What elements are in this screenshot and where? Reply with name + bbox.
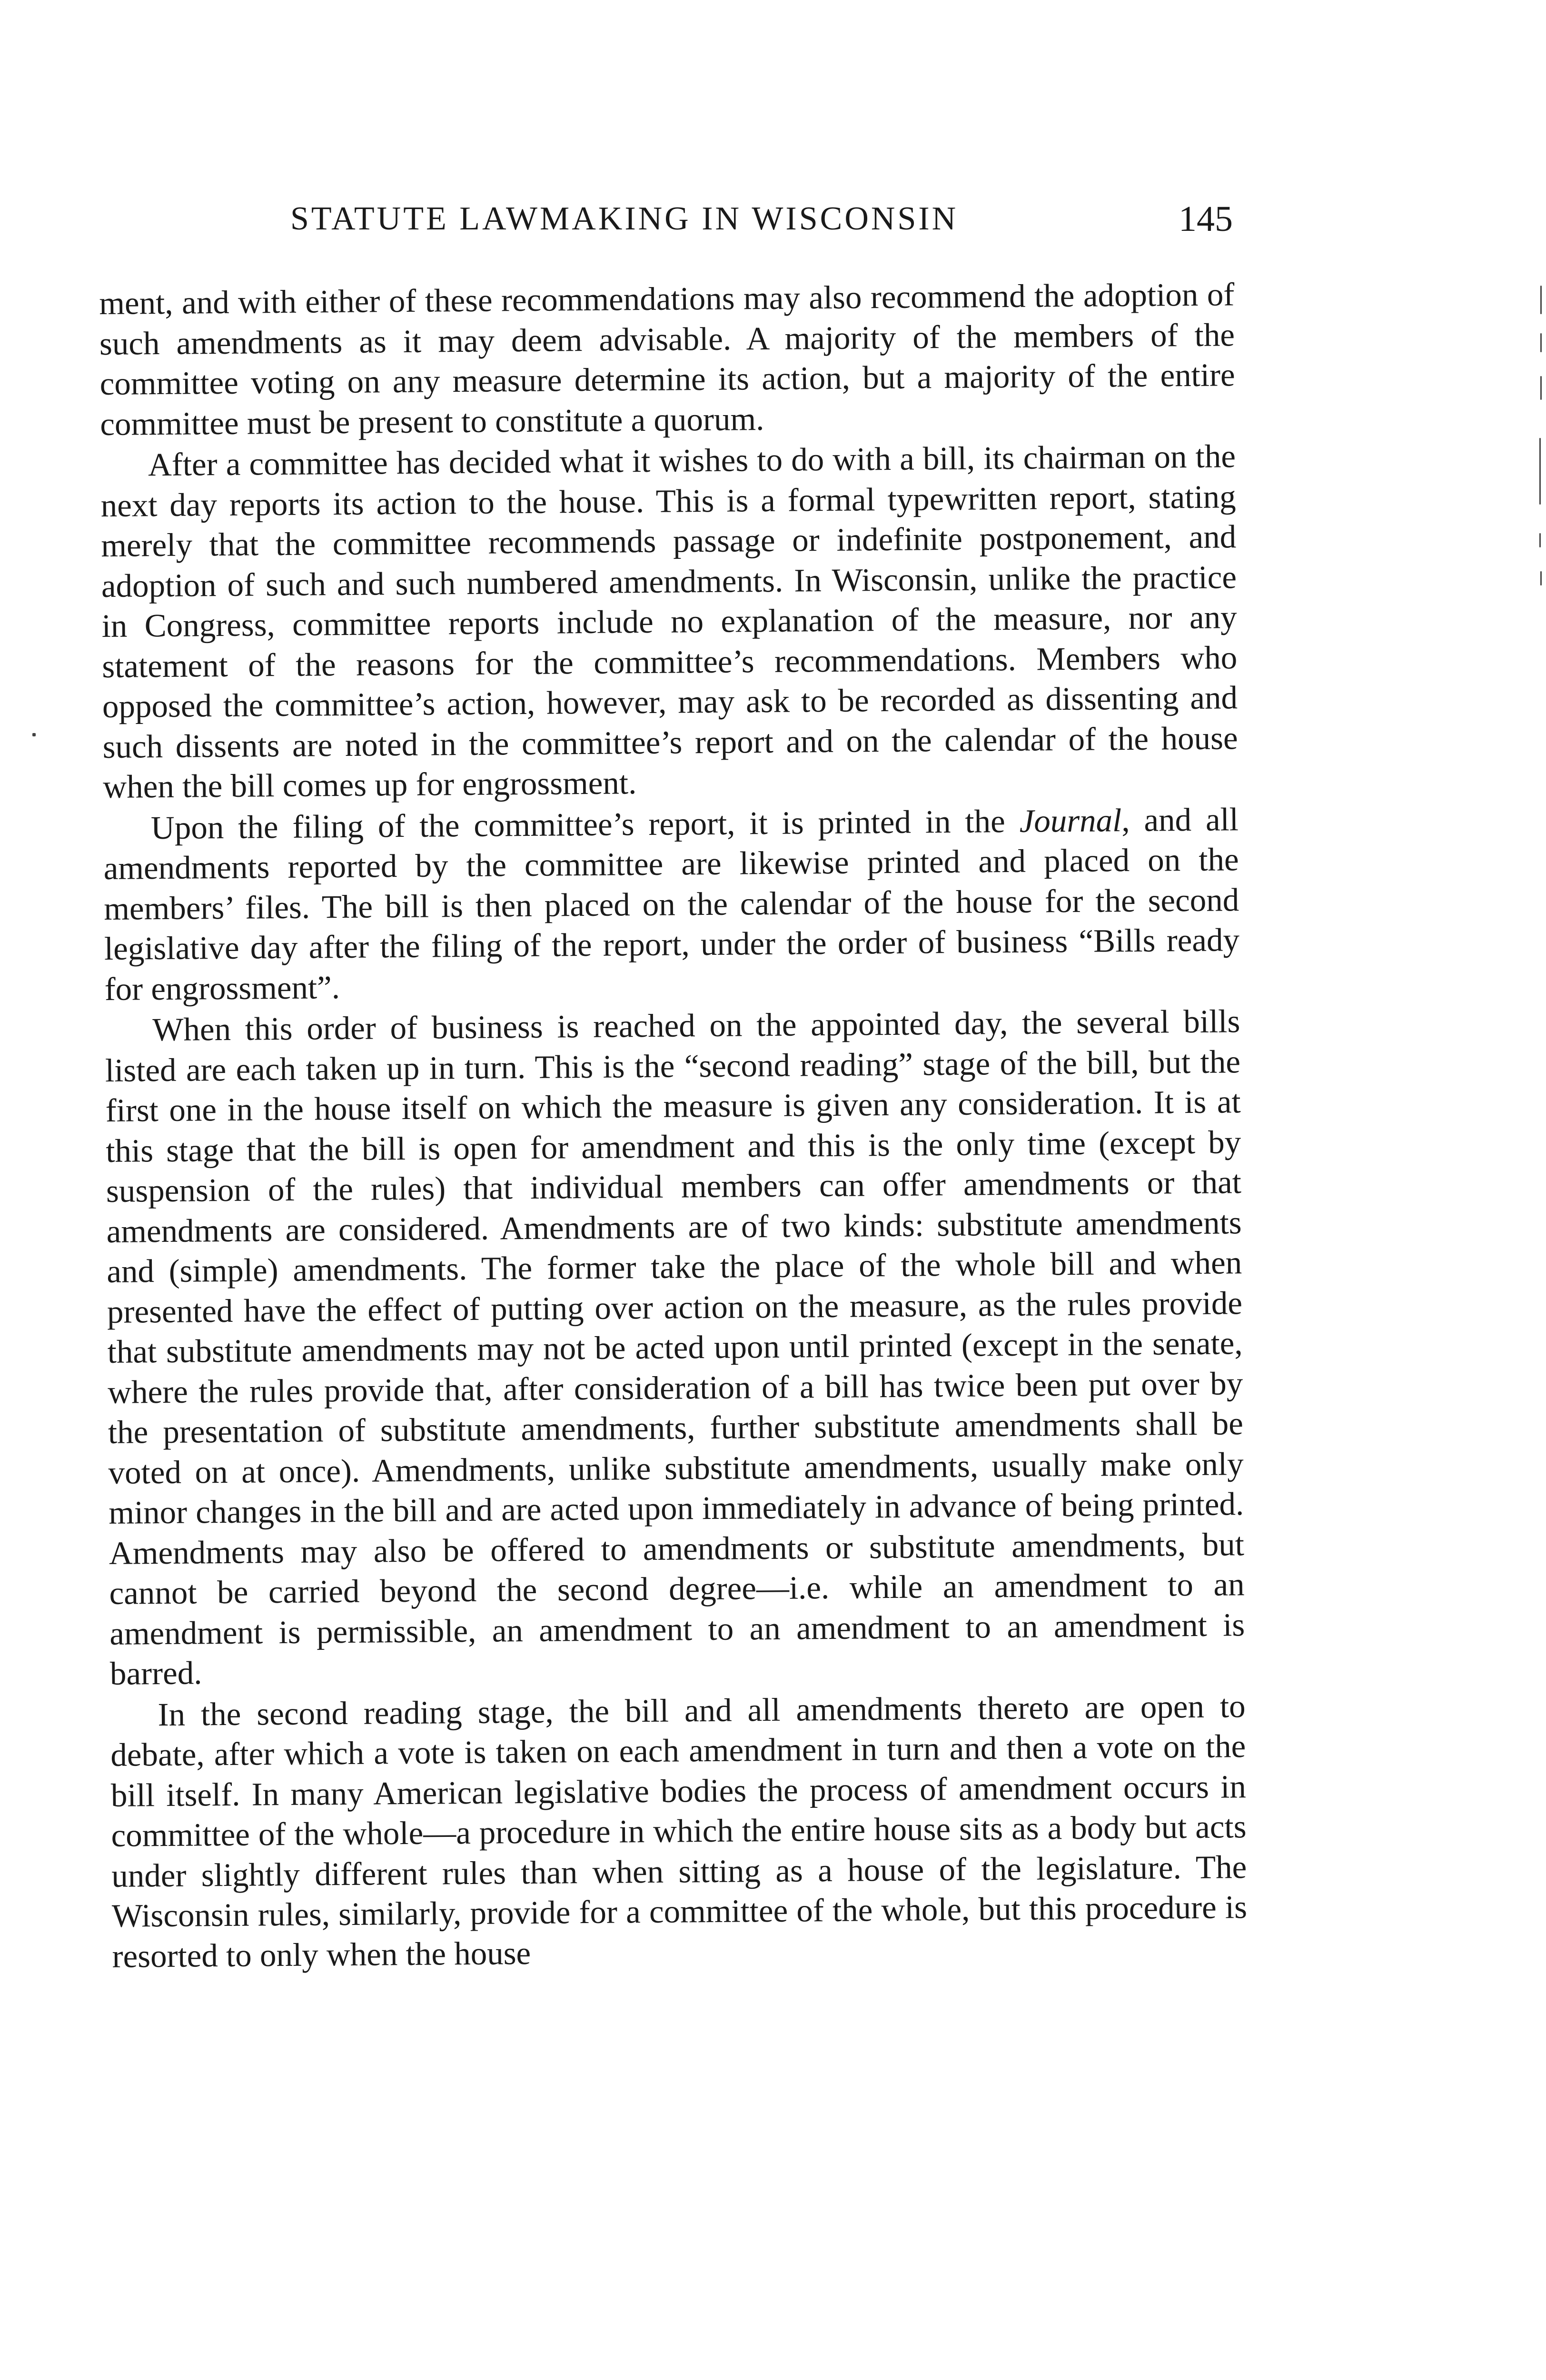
margin-tick-3: [1540, 376, 1542, 400]
paragraph-debate: In the second reading stage, the bill and all amendments thereto are open to debate, after which a vote is taken on each amendment in turn and then a vote on the bill itself. In many American legislative bodies the process of amendment occurs in committee of the whole—a procedure in which the entire house sits as a body but acts under slightly different rules than when sitting as a house of the legislature. The Wisconsin rules, similarly, provide for a committee of the whole, but this procedure is resorted to only when the house: [110, 1687, 1248, 1974]
margin-tick-2: [1540, 333, 1542, 352]
paragraph-journal-filing: [103, 799, 1240, 1009]
journal-italic: Journal: [1019, 802, 1122, 839]
margin-tick-5: [1539, 533, 1541, 547]
margin-tick-6: [1540, 571, 1542, 585]
margin-speck: [32, 733, 36, 736]
paragraph-continuation: ment, and with either of these recommendations may also recommend the adoption of such amendments as it may deem advisable. A majority of the members of the committee voting on any measure determine its action, but a majority of the entire committee must be present to constitute a quorum.: [99, 276, 1235, 442]
running-head: [100, 193, 1233, 245]
paragraph-second-reading: When this order of business is reached on the appointed day, the several bills listed are each taken up in turn. This is the “second reading” stage of the bill, but the first one in the house itself on which the measure is given any consideration. It is at this stage that the bill is open for amendment and this is the only time (except by suspension of the rules) that individual members can offer amendments or that amendments are considered. Amendments are of two kinds: substitute amendments and (simple) amendments. The former take the place of the whole bill and when presented have the effect of putting over action on the measure, as the rules provide that substitute amendments may not be acted upon until printed (except in the senate, where the rules provide that, after consideration of a bill has twice been put over by the presentation of substitute amendments, further substitute amendments shall be voted on at once). Amendments, unlike substitute amendments, usually make only minor changes in the bill and are acted upon immediately in advance of being printed. Amendments may also be offered to amendments or substitute amendments, but cannot be carried beyond the second degree—i.e. while an amendment to an amendment is permissible, an amendment to an amendment to an amendment is barred.: [105, 1003, 1245, 1692]
running-title: STATUTE LAWMAKING IN WISCONSIN: [290, 200, 959, 237]
paragraph-committee-report: After a committee has decided what it wishes to do with a bill, its chairman on the next day reports its action to the house. This is a formal typewritten report, stating merely that the committee recommends passage or indefinite postponement, and adoption of such and such numbered amendments. In Wisconsin, unlike the practice in Congress, committee reports include no explanation of the measure, nor any statement of the reasons for the committee’s recommendations. Members who opposed the committee’s action, however, may ask to be recorded as dissenting and such dissents are noted in the committee’s report and on the calendar of the house when the bill comes up for engrossment.: [100, 438, 1238, 805]
paragraph-journal-text-after: , and all amendments reported by the committee are likewise printed and placed on the members’ files. The bill is then placed on the calendar of the house for the second legislative day after the filing of the report, under the order of business “Bills ready for engrossment”.: [103, 801, 1240, 1007]
margin-tick-1: [1540, 286, 1542, 314]
body-text: [99, 274, 1248, 1976]
margin-tick-4: [1539, 438, 1541, 505]
paragraph-journal-text-before: Upon the filing of the committee’s report, it is printed in the: [150, 803, 1020, 846]
page-number: 145: [1179, 199, 1233, 239]
